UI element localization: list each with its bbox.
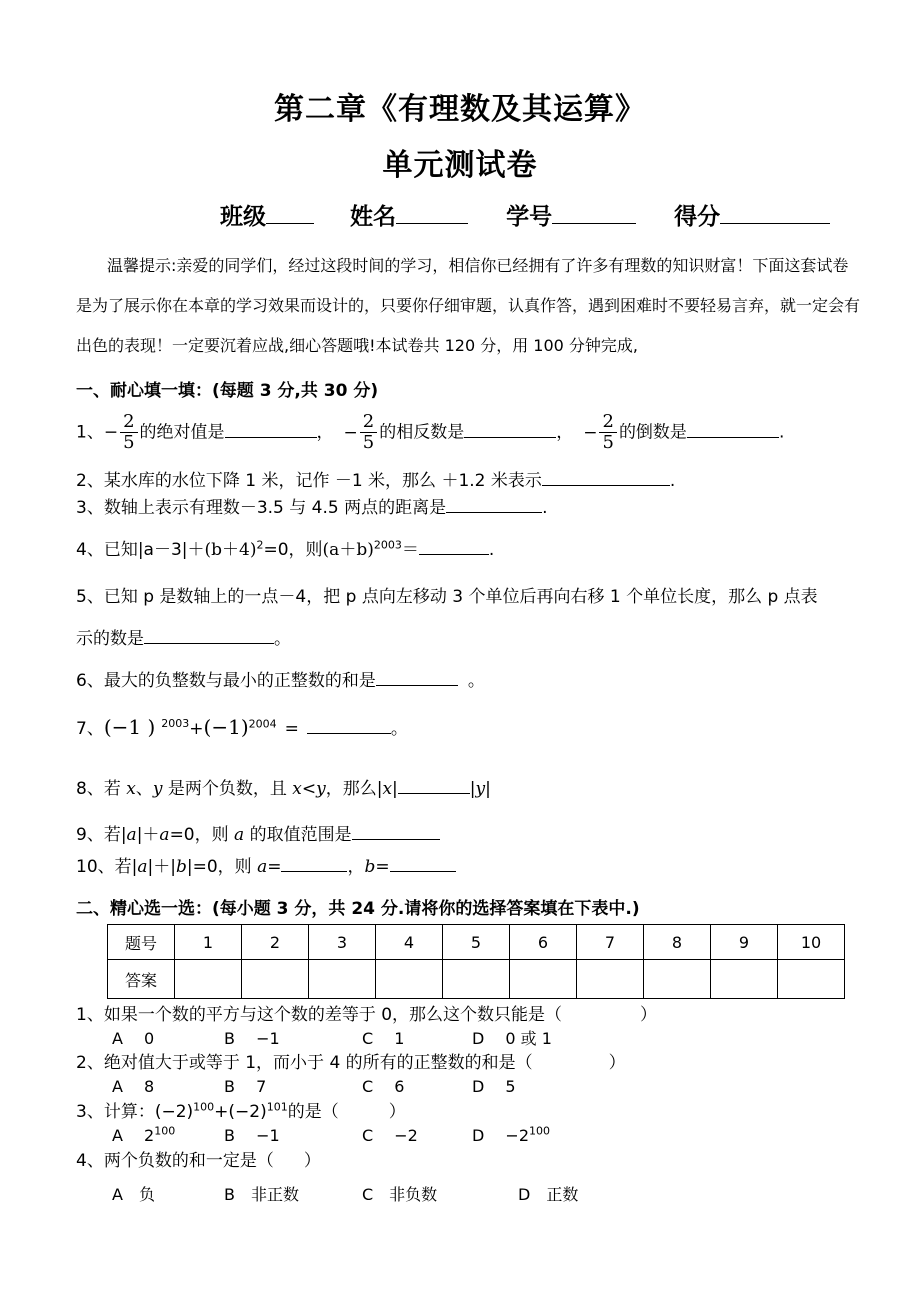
exam-subtitle: 单元测试卷 — [382, 148, 538, 183]
question-5-line-1: 5、已知 p 是数轴上的一点－4，把 p 点向左移动 3 个单位后再向右移 1 个单位长度，那么 p 点表 — [76, 587, 818, 607]
section-2-heading: 二、精心选一选：(每小题 3 分，共 24 分.请将你的选择答案填在下表中.) — [76, 899, 640, 919]
table-col-number: 3 — [309, 925, 376, 960]
intro-line-2: 是为了展示你在本章的学习效果而设计的，只要你仔细审题，认真作答，遇到困难时不要轻易言弃，就一定会有 — [76, 296, 861, 315]
student-id-label: 学号 — [506, 204, 553, 230]
question-2: 2、某水库的水位下降 1 米，记作 －1 米，那么 ＋1.2 米表示 . — [76, 471, 676, 491]
class-label: 班级 — [220, 204, 266, 230]
q10-blank-a[interactable] — [281, 857, 347, 872]
q9-blank[interactable] — [352, 825, 440, 840]
answer-cell[interactable] — [711, 960, 778, 999]
answer-table — [107, 924, 845, 999]
fraction-two-fifths: $\frac{2}{5}$ — [360, 412, 377, 453]
q1-opposite-text: 的相反数是 — [379, 422, 465, 443]
question-6: 6、最大的负整数与最小的正整数的和是 。 — [76, 671, 485, 691]
answer-cell[interactable] — [644, 960, 711, 999]
mc-question-3: 3、计算：$(-2)^{100}+(-2)^{101}$的是（ ） — [76, 1100, 406, 1122]
mc-question-4: 4、两个负数的和一定是（ ） — [76, 1151, 321, 1171]
question-4: 4、已知$|a-3|+(b+4)^2=0$，则$(a+b)^{2003}=$ . — [76, 538, 495, 560]
question-5-line-2: 示的数是 。 — [76, 629, 291, 649]
table-col-number: 8 — [644, 925, 711, 960]
q1-number: 1、 — [76, 422, 104, 443]
score-blank[interactable] — [720, 209, 830, 224]
mc-q1-option-d[interactable]: D 0 或 1 — [472, 1029, 552, 1048]
answer-table-header-row — [108, 925, 845, 960]
q3-blank[interactable] — [446, 498, 542, 513]
mc-q1-option-c[interactable]: C 1 — [362, 1029, 405, 1048]
mc-q4-option-a[interactable]: A 负 — [112, 1185, 155, 1204]
table-col-number: 6 — [510, 925, 577, 960]
mc-q3-option-d[interactable]: D $-2^{100}$ — [472, 1124, 550, 1145]
answer-cell[interactable] — [778, 960, 845, 999]
table-header-label: 题号 — [108, 925, 175, 960]
table-col-number: 10 — [778, 925, 845, 960]
answer-cell[interactable] — [175, 960, 242, 999]
question-8: 8、若 x、y 是两个负数，且 x<y，那么|x| |y| — [76, 779, 491, 799]
mc-q2-option-c[interactable]: C 6 — [362, 1077, 405, 1096]
question-10: 10、若|a|＋|b|=0，则 a= ，b= — [76, 852, 456, 877]
q10-blank-b[interactable] — [390, 857, 456, 872]
minus-sign: − — [103, 422, 119, 443]
answer-cell[interactable] — [309, 960, 376, 999]
mc-q4-option-b[interactable]: B 非正数 — [224, 1185, 299, 1204]
q8-blank[interactable] — [398, 779, 470, 794]
answer-table-answer-row — [108, 960, 845, 999]
table-col-number: 2 — [242, 925, 309, 960]
question-3: 3、数轴上表示有理数－3.5 与 4.5 两点的距离是 . — [76, 498, 548, 518]
minus-sign: − — [583, 422, 598, 443]
q1-reciprocal-text: 的倒数是 — [618, 422, 687, 443]
table-col-number: 7 — [577, 925, 644, 960]
q1-blank-abs[interactable] — [225, 423, 317, 438]
student-id-blank[interactable] — [552, 209, 636, 224]
name-label: 姓名 — [350, 204, 397, 230]
fraction-two-fifths: $\frac{2}{5}$ — [120, 412, 137, 453]
question-7: 7、(−1 ) $^{2003}+(-1)^{2004}$ = 。 — [76, 715, 408, 739]
q1-abs-text: 的绝对值是 — [139, 422, 225, 443]
mc-q4-option-d[interactable]: D 正数 — [518, 1185, 579, 1204]
student-info-row — [220, 198, 830, 231]
table-col-number: 9 — [711, 925, 778, 960]
intro-line-1: 温馨提示:亲爱的同学们，经过这段时间的学习，相信你已经拥有了许多有理数的知识财富！下面这套试卷 — [107, 256, 849, 275]
answer-cell[interactable] — [376, 960, 443, 999]
table-col-number: 5 — [443, 925, 510, 960]
mc-q1-option-a[interactable]: A 0 — [112, 1029, 155, 1048]
score-label: 得分 — [674, 204, 721, 230]
answer-cell[interactable] — [577, 960, 644, 999]
answer-cell[interactable] — [510, 960, 577, 999]
question-1: 1、− $\frac{2}{5}$ 的绝对值是 ， − $\frac{2}{5}$ 的相反数是 ， − $\frac{2}{5}$ 的倒数是 . — [76, 411, 785, 453]
mc-q3-option-b[interactable]: B −1 — [224, 1126, 280, 1145]
table-answer-label: 答案 — [108, 960, 175, 999]
mc-q1-option-b[interactable]: B −1 — [224, 1029, 280, 1048]
q1-blank-opposite[interactable] — [464, 423, 556, 438]
exam-title: 第二章《有理数及其运算》 — [274, 92, 646, 127]
minus-sign: − — [343, 422, 358, 443]
q2-blank[interactable] — [542, 471, 670, 486]
mc-q2-option-d[interactable]: D 5 — [472, 1077, 516, 1096]
mc-question-1: 1、如果一个数的平方与这个数的差等于 0，那么这个数只能是（ ） — [76, 1005, 658, 1025]
mc-question-2: 2、绝对值大于或等于 1，而小于 4 的所有的正整数的和是（ ） — [76, 1053, 626, 1073]
fraction-two-fifths: $\frac{2}{5}$ — [599, 412, 616, 453]
intro-line-3: 出色的表现！一定要沉着应战,细心答题哦!本试卷共 120 分，用 100 分钟完成, — [76, 336, 639, 355]
mc-q2-option-a[interactable]: A 8 — [112, 1077, 155, 1096]
answer-cell[interactable] — [443, 960, 510, 999]
q5-blank[interactable] — [144, 629, 274, 644]
table-col-number: 4 — [376, 925, 443, 960]
mc-q3-option-a[interactable]: A $2^{100}$ — [112, 1124, 176, 1145]
class-blank[interactable] — [266, 209, 314, 224]
name-blank[interactable] — [396, 209, 468, 224]
q4-blank[interactable] — [419, 540, 489, 555]
mc-q3-option-c[interactable]: C −2 — [362, 1126, 418, 1145]
q6-blank[interactable] — [376, 671, 458, 686]
answer-cell[interactable] — [242, 960, 309, 999]
q1-blank-reciprocal[interactable] — [687, 423, 779, 438]
q7-blank[interactable] — [307, 719, 391, 734]
table-col-number: 1 — [175, 925, 242, 960]
mc-q2-option-b[interactable]: B 7 — [224, 1077, 267, 1096]
mc-q4-option-c[interactable]: C 非负数 — [362, 1185, 438, 1204]
section-1-heading: 一、耐心填一填：(每题 3 分,共 30 分) — [76, 381, 379, 401]
question-9: 9、若|a|＋a=0，则 a 的取值范围是 — [76, 820, 440, 845]
